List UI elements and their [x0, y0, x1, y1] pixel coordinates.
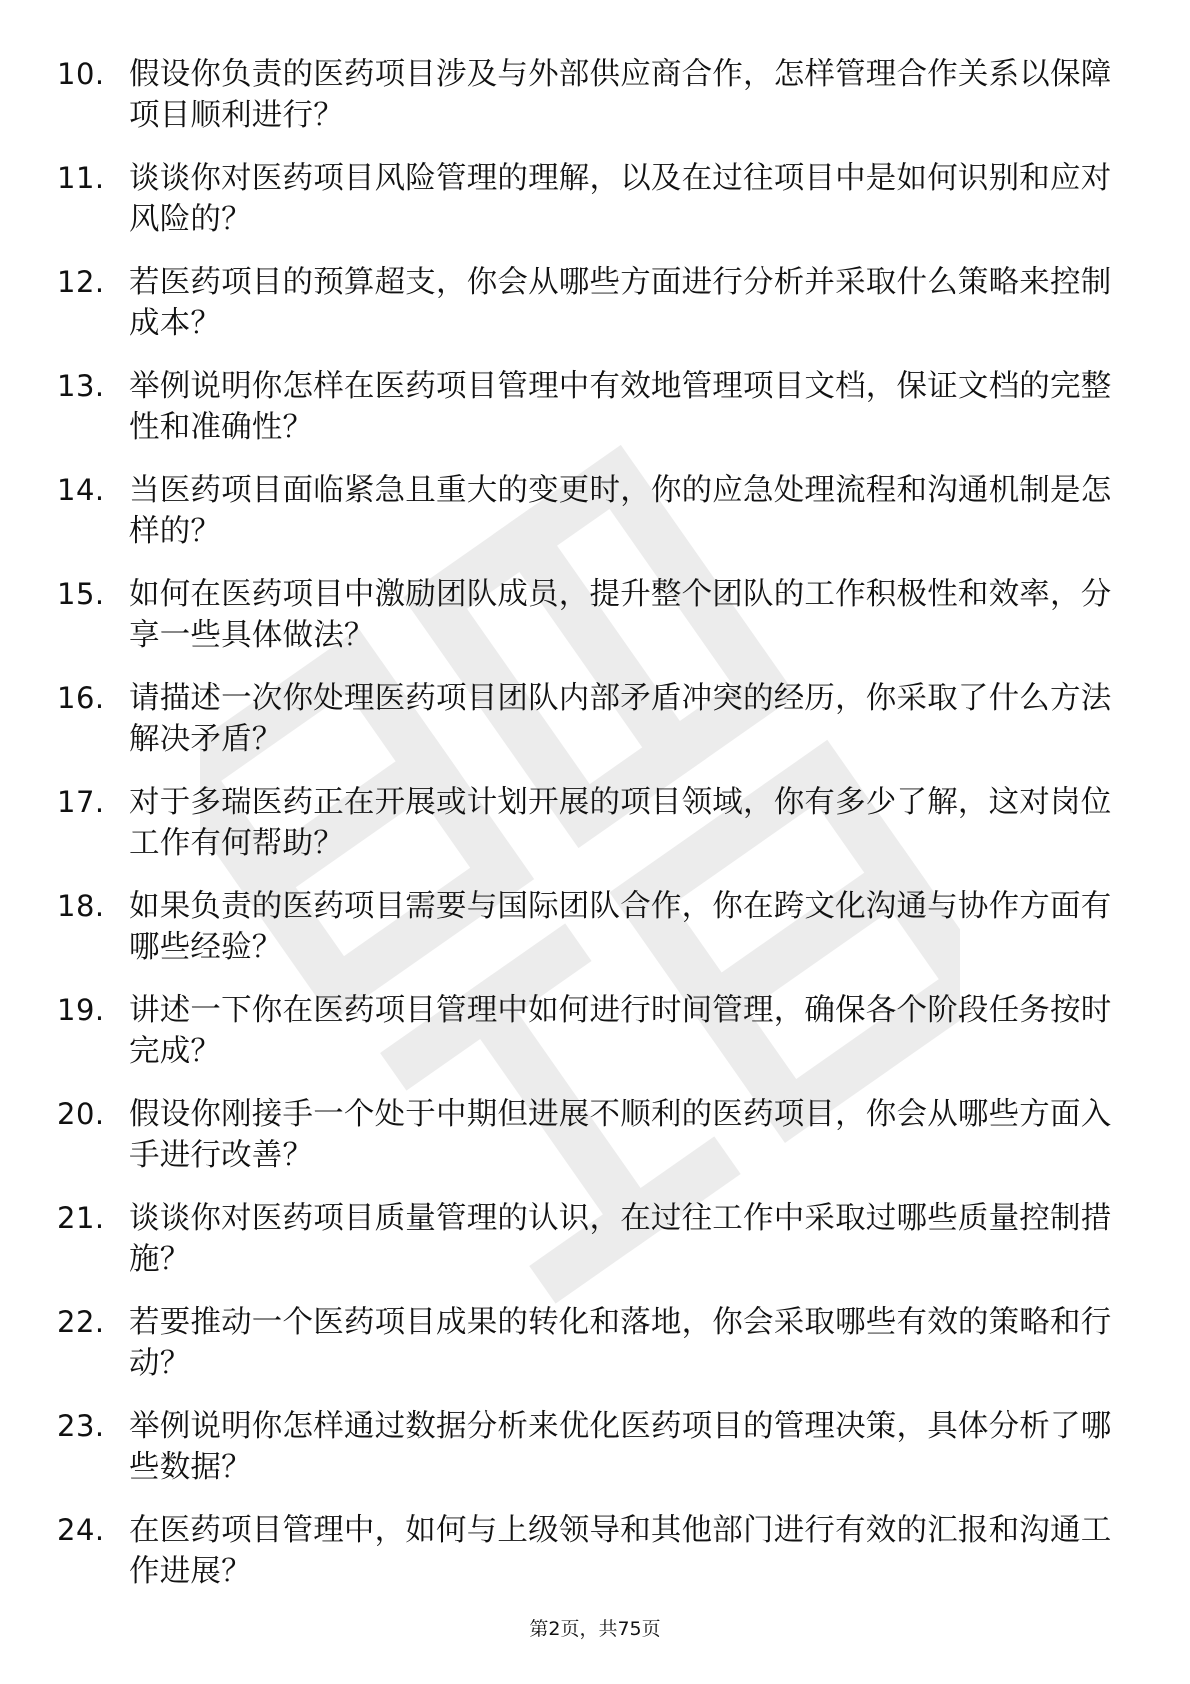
- question-number: 17.: [57, 785, 105, 819]
- question-text: 在医药项目管理中，如何与上级领导和其他部门进行有效的汇报和沟通工作进展？: [129, 1513, 1112, 1589]
- question-text: 假设你负责的医药项目涉及与外部供应商合作，怎样管理合作关系以保障项目顺利进行？: [129, 57, 1112, 133]
- question-item: [57, 1510, 1117, 1614]
- question-item: [57, 678, 1117, 782]
- question-item: [57, 1198, 1117, 1302]
- question-item: [57, 1094, 1117, 1198]
- question-item: [57, 1302, 1117, 1406]
- question-item: [57, 470, 1117, 574]
- question-number: 13.: [57, 369, 105, 403]
- question-number: 14.: [57, 473, 105, 507]
- question-text: 谈谈你对医药项目质量管理的认识，在过往工作中采取过哪些质量控制措施？: [129, 1201, 1112, 1277]
- question-text: 若医药项目的预算超支，你会从哪些方面进行分析并采取什么策略来控制成本？: [129, 265, 1112, 341]
- question-item: [57, 782, 1117, 886]
- question-item: [57, 990, 1117, 1094]
- question-item: [57, 886, 1117, 990]
- question-number: 21.: [57, 1201, 105, 1235]
- question-number: 20.: [57, 1097, 105, 1131]
- question-number: 16.: [57, 681, 105, 715]
- question-text: 若要推动一个医药项目成果的转化和落地，你会采取哪些有效的策略和行动？: [129, 1305, 1112, 1381]
- question-text: 举例说明你怎样通过数据分析来优化医药项目的管理决策，具体分析了哪些数据？: [129, 1409, 1112, 1485]
- question-text: 对于多瑞医药正在开展或计划开展的项目领域，你有多少了解，这对岗位工作有何帮助？: [129, 785, 1112, 861]
- question-item: [57, 54, 1117, 158]
- question-number: 11.: [57, 161, 105, 195]
- question-item: [57, 366, 1117, 470]
- question-text: 假设你刚接手一个处于中期但进展不顺利的医药项目，你会从哪些方面入手进行改善？: [129, 1097, 1112, 1173]
- question-number: 15.: [57, 577, 105, 611]
- question-number: 12.: [57, 265, 105, 299]
- question-item: [57, 1406, 1117, 1510]
- question-text: 谈谈你对医药项目风险管理的理解，以及在过往项目中是如何识别和应对风险的？: [129, 161, 1112, 237]
- question-number: 23.: [57, 1409, 105, 1443]
- question-item: [57, 158, 1117, 262]
- question-text: 当医药项目面临紧急且重大的变更时，你的应急处理流程和沟通机制是怎样的？: [129, 473, 1112, 549]
- question-item: [57, 262, 1117, 366]
- question-text: 举例说明你怎样在医药项目管理中有效地管理项目文档，保证文档的完整性和准确性？: [129, 369, 1112, 445]
- question-number: 10.: [57, 57, 105, 91]
- question-text: 如果负责的医药项目需要与国际团队合作，你在跨文化沟通与协作方面有哪些经验？: [129, 889, 1112, 965]
- question-list: [57, 54, 1117, 1614]
- question-number: 24.: [57, 1513, 105, 1547]
- question-number: 18.: [57, 889, 105, 923]
- question-number: 22.: [57, 1305, 105, 1339]
- question-text: 请描述一次你处理医药项目团队内部矛盾冲突的经历，你采取了什么方法解决矛盾？: [129, 681, 1112, 757]
- question-item: [57, 574, 1117, 678]
- question-text: 如何在医药项目中激励团队成员，提升整个团队的工作积极性和效率，分享一些具体做法？: [129, 577, 1112, 653]
- page-footer: 第2页，共75页: [529, 1618, 661, 1640]
- question-text: 讲述一下你在医药项目管理中如何进行时间管理，确保各个阶段任务按时完成？: [129, 993, 1112, 1069]
- question-number: 19.: [57, 993, 105, 1027]
